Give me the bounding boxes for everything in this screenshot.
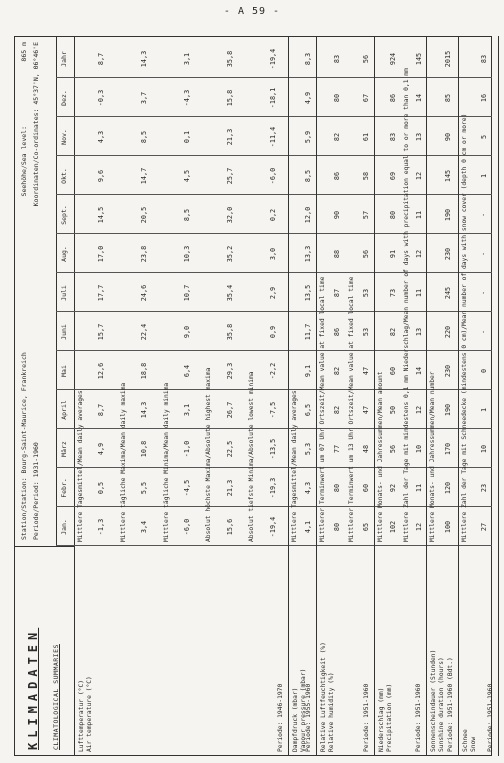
table-cell: 0 — [480, 368, 488, 374]
table-cell: 245 — [444, 286, 452, 300]
table-cell: 230 — [444, 364, 452, 378]
table-cell: -19,3 — [268, 477, 277, 499]
table-cell: 9,1 — [304, 364, 312, 378]
table-cell: 8,7 — [97, 52, 106, 66]
table-cell: 10,3 — [183, 245, 191, 263]
table-cell: 102 — [389, 520, 397, 534]
column-header-10: Nov. — [60, 129, 68, 145]
table-cell: 90 — [332, 210, 341, 220]
table-cell: 4,3 — [304, 481, 312, 495]
row-description: Absolut höchste Maxima/Absolute highest maxima — [205, 367, 213, 542]
page-number: - A 59 - — [223, 6, 281, 17]
table-cell: 5,9 — [304, 130, 312, 144]
table-cell: 10,8 — [140, 440, 149, 458]
column-header-5: Juni — [60, 324, 68, 340]
table-cell: 80 — [389, 210, 397, 220]
page-subtitle: CLIMATOLOGICAL SUMMARIES — [52, 644, 60, 750]
table-cell: 83 — [480, 54, 488, 64]
title-cell — [14, 546, 74, 756]
station-name: Station/Station: Bourg-Saint-Maurice, Frankreich — [20, 352, 28, 540]
table-cell: 82 — [332, 405, 341, 415]
column-header-2: März — [60, 441, 68, 457]
section-period: Periode: 1955-1960 — [305, 683, 312, 752]
table-cell: 35,4 — [225, 284, 234, 302]
table-cell: 0,1 — [183, 130, 191, 144]
table-cell: 11 — [415, 483, 423, 493]
table-cell: 83 — [332, 54, 341, 64]
table-cell: 87 — [332, 288, 341, 298]
section-label: Sonnenscheindauer (Stunden) Sunshine duration (hours) — [430, 649, 445, 752]
section-label: Schnee Snow — [462, 729, 477, 752]
table-cell: 15,6 — [225, 518, 234, 536]
table-cell: 170 — [444, 442, 452, 456]
table-cell: -4,5 — [183, 479, 191, 497]
table-cell: 10 — [480, 444, 488, 454]
table-cell: 5 — [480, 134, 488, 140]
section-divider — [498, 36, 499, 756]
table-cell: 1 — [480, 407, 488, 413]
section-period: Periode: 1951-1960 — [363, 683, 370, 752]
table-cell: 15,8 — [225, 89, 234, 107]
table-cell: 2,9 — [268, 286, 277, 300]
table-cell: 190 — [444, 403, 452, 417]
table-cell: 3,1 — [183, 403, 191, 417]
row-description: Mittlere Zahl der Tage mit mindestens 0,1 mm Niederschlag/Mean number of days with precipitation equal to or more than 0,1 mm — [403, 68, 410, 542]
table-cell: · — [480, 290, 488, 296]
table-cell: 86 — [389, 93, 397, 103]
table-cell: 58 — [361, 171, 370, 181]
table-cell: 6,4 — [183, 364, 191, 378]
elevation-value: 865 m — [20, 42, 28, 62]
table-cell: 50 — [389, 405, 397, 415]
table-cell: -6,0 — [268, 167, 277, 185]
table-cell: 85 — [444, 93, 452, 103]
row-description: Mittlere tägliche Maxima/Mean daily maxima — [119, 382, 127, 542]
section-divider — [288, 36, 289, 756]
table-cell: 12,6 — [97, 362, 106, 380]
table-cell: 73 — [389, 288, 397, 298]
row-description: Mittlere Monats- und Jahressummen/Mean number — [429, 371, 436, 542]
table-cell: 17,7 — [97, 284, 106, 302]
table-cell: 14,3 — [140, 50, 149, 68]
table-cell: 6,5 — [304, 403, 312, 417]
table-cell: -0,3 — [97, 89, 106, 107]
table-cell: 15,7 — [97, 323, 106, 341]
table-cell: 13 — [415, 327, 423, 337]
section-period: Periode: 1946-1970 — [277, 683, 284, 752]
table-cell: 60 — [361, 483, 370, 493]
column-header-12: Jahr — [60, 51, 68, 67]
elevation-label: Seehöhe/Sea level: — [20, 126, 28, 197]
table-cell: 53 — [361, 327, 370, 337]
table-cell: 53 — [361, 288, 370, 298]
row-description: Mittlere Tagesmittel/Mean daily averages — [291, 390, 298, 542]
table-cell: -19,4 — [268, 48, 277, 70]
table-cell: -1,0 — [183, 440, 191, 458]
table-cell: 56 — [361, 54, 370, 64]
table-cell: 145 — [444, 169, 452, 183]
table-cell: 26,7 — [225, 401, 234, 419]
section-period: Periode: 1951-1960 — [415, 683, 422, 752]
column-header-8: Sept. — [60, 205, 68, 225]
table-cell: 14,7 — [140, 167, 149, 185]
table-cell: 35,8 — [225, 50, 234, 68]
table-cell: -19,4 — [268, 516, 277, 538]
table-cell: 22,5 — [225, 440, 234, 458]
table-cell: 9,0 — [183, 325, 191, 339]
section-divider — [426, 36, 427, 756]
table-cell: -13,5 — [268, 438, 277, 460]
table-cell: 57 — [361, 210, 370, 220]
column-header-divider — [56, 36, 57, 546]
table-cell: 16 — [480, 93, 488, 103]
table-cell: 83 — [389, 132, 397, 142]
table-cell: 86 — [332, 327, 341, 337]
table-cell: 17,0 — [97, 245, 106, 263]
table-cell: 91 — [389, 249, 397, 259]
table-cell: · — [480, 251, 488, 257]
row-description: Mittlere Tagesmittel/Mean daily averages — [77, 390, 84, 542]
table-cell: 5,5 — [140, 481, 149, 495]
table-cell: 47 — [361, 405, 370, 415]
column-header-6: Juli — [60, 285, 68, 301]
table-cell: 35,8 — [225, 323, 234, 341]
row-description: Mittlere Zahl der Tage mit Schneedecke (mindestens 0 cm)/Mean number of days with snow cover (depth 0 cm or more) — [461, 113, 468, 542]
table-cell: 3,4 — [140, 520, 149, 534]
table-cell: 11 — [415, 288, 423, 298]
table-cell: 67 — [361, 93, 370, 103]
section-label: Dampfdruck (mbar) Vapour pressure (mbar) — [292, 668, 307, 752]
table-cell: 145 — [415, 52, 423, 66]
table-cell: 8,7 — [97, 403, 106, 417]
column-header-11: Dez. — [60, 90, 68, 106]
table-cell: -1,3 — [97, 518, 106, 536]
section-label: Niederschlag (mm) Precipitation (mm) — [378, 683, 393, 752]
table-cell: 13,3 — [304, 245, 312, 263]
table-cell: 23,8 — [140, 245, 149, 263]
table-cell: 65 — [361, 522, 370, 532]
row-description: Mittlere Monats- und Jahressummen/Mean amount — [377, 371, 384, 542]
table-cell: 23 — [480, 483, 488, 493]
column-header-7: Aug. — [60, 246, 68, 262]
table-cell: 86 — [332, 171, 341, 181]
table-cell: 11 — [415, 210, 423, 220]
table-cell: 90 — [444, 132, 452, 142]
coordinates: Koordinaten/Co-ordinates: 45°37'N, 06°46'E — [32, 42, 40, 207]
climate-table — [14, 36, 492, 756]
table-cell: 8,5 — [183, 208, 191, 222]
section-divider — [458, 36, 459, 756]
table-cell: 10,7 — [183, 284, 191, 302]
table-cell: 48 — [361, 444, 370, 454]
table-cell: -6,0 — [183, 518, 191, 536]
period-text: Periode/Period: 1931-1960 — [32, 442, 40, 540]
column-header-9: Okt. — [60, 168, 68, 184]
table-cell: 13 — [415, 132, 423, 142]
table-cell: 56 — [361, 249, 370, 259]
table-cell: 24,6 — [140, 284, 149, 302]
section-label: Lufttemperatur (°C) Air temperature (°C) — [78, 676, 93, 752]
column-header-3: April — [60, 400, 68, 420]
table-cell: 3,1 — [183, 52, 191, 66]
table-cell: 4,9 — [304, 91, 312, 105]
table-cell: 2015 — [444, 50, 452, 68]
table-cell: 9,6 — [97, 169, 106, 183]
table-cell: 69 — [389, 171, 397, 181]
table-cell: 32,0 — [225, 206, 234, 224]
table-cell: 22,4 — [140, 323, 149, 341]
table-cell: 13,5 — [304, 284, 312, 302]
column-header-1: Febr. — [60, 478, 68, 498]
section-period: Periode: 1951-1960 — [487, 683, 494, 752]
table-cell: 14,3 — [140, 401, 149, 419]
table-cell: 8,3 — [304, 52, 312, 66]
column-header-0: Jan. — [60, 519, 68, 535]
table-cell: 4,5 — [183, 169, 191, 183]
table-cell: 1 — [480, 173, 488, 179]
table-cell: 80 — [332, 522, 341, 532]
page-title: KLIMADATEN — [26, 627, 40, 750]
table-cell: 21,3 — [225, 128, 234, 146]
table-cell: 20,5 — [140, 206, 149, 224]
table-cell: 12 — [415, 522, 423, 532]
table-cell: 924 — [389, 52, 397, 66]
table-cell: 92 — [389, 483, 397, 493]
table-cell: 12 — [415, 171, 423, 181]
table-cell: 3,0 — [268, 247, 277, 261]
table-cell: 5,3 — [304, 442, 312, 456]
table-cell: 14 — [415, 93, 423, 103]
row-description: Mittlere tägliche Minima/Mean daily minima — [162, 382, 170, 542]
table-cell: 56 — [389, 444, 397, 454]
table-cell: 14 — [415, 366, 423, 376]
table-cell: 0,5 — [97, 481, 106, 495]
table-cell: 82 — [332, 132, 341, 142]
row-description: Mittlerer Terminwert um 13 Uhr Ortszeit/Mean value at fixed local time — [348, 276, 355, 542]
table-cell: 12 — [415, 249, 423, 259]
table-cell: 35,2 — [225, 245, 234, 263]
table-cell: 61 — [361, 132, 370, 142]
table-cell: 80 — [332, 93, 341, 103]
table-cell: 47 — [361, 366, 370, 376]
table-cell: 0,2 — [268, 208, 277, 222]
table-cell: 82 — [332, 366, 341, 376]
table-cell: 80 — [332, 483, 341, 493]
section-divider — [374, 36, 375, 756]
table-cell: · — [480, 212, 488, 218]
table-cell: -2,2 — [268, 362, 277, 380]
table-cell: -4,3 — [183, 89, 191, 107]
table-cell: 220 — [444, 325, 452, 339]
table-cell: 21,3 — [225, 479, 234, 497]
table-cell: 4,3 — [97, 130, 106, 144]
row-description: Absolut tiefste Minima/Absolute lowest minima — [248, 371, 256, 542]
table-cell: 230 — [444, 247, 452, 261]
table-cell: · — [480, 329, 488, 335]
table-cell: 29,3 — [225, 362, 234, 380]
table-cell: 8,5 — [304, 169, 312, 183]
table-cell: 12,0 — [304, 206, 312, 224]
table-cell: 12 — [415, 405, 423, 415]
table-cell: 3,7 — [140, 91, 149, 105]
row-description: Mittlerer Terminwert um 07 Uhr Ortszeit/Mean value at fixed local time — [319, 276, 326, 542]
table-cell: 18,8 — [140, 362, 149, 380]
table-cell: 100 — [444, 520, 452, 534]
table-cell: 77 — [332, 444, 341, 454]
section-divider — [316, 36, 317, 756]
column-header-4: Mai — [60, 365, 68, 377]
section-label: Relative Luftfeuchtigkeit (%) Relative humidity (%) — [320, 642, 335, 752]
table-cell: 88 — [332, 249, 341, 259]
section-period: Periode: 1951-1960 (Bdt.) — [447, 657, 454, 752]
table-cell: 27 — [480, 522, 488, 532]
table-cell: 0,9 — [268, 325, 277, 339]
table-cell: 10 — [415, 444, 423, 454]
table-cell: 14,5 — [97, 206, 106, 224]
table-cell: 82 — [389, 327, 397, 337]
table-cell: 8,5 — [140, 130, 149, 144]
table-cell: 190 — [444, 208, 452, 222]
table-cell: -7,5 — [268, 401, 277, 419]
table-cell: 60 — [389, 366, 397, 376]
table-cell: 120 — [444, 481, 452, 495]
table-cell: 4,1 — [304, 520, 312, 534]
table-cell: -18,1 — [268, 87, 277, 109]
table-cell: -11,4 — [268, 126, 277, 148]
table-cell: 4,9 — [97, 442, 106, 456]
table-cell: 11,7 — [304, 323, 312, 341]
table-cell: 25,7 — [225, 167, 234, 185]
